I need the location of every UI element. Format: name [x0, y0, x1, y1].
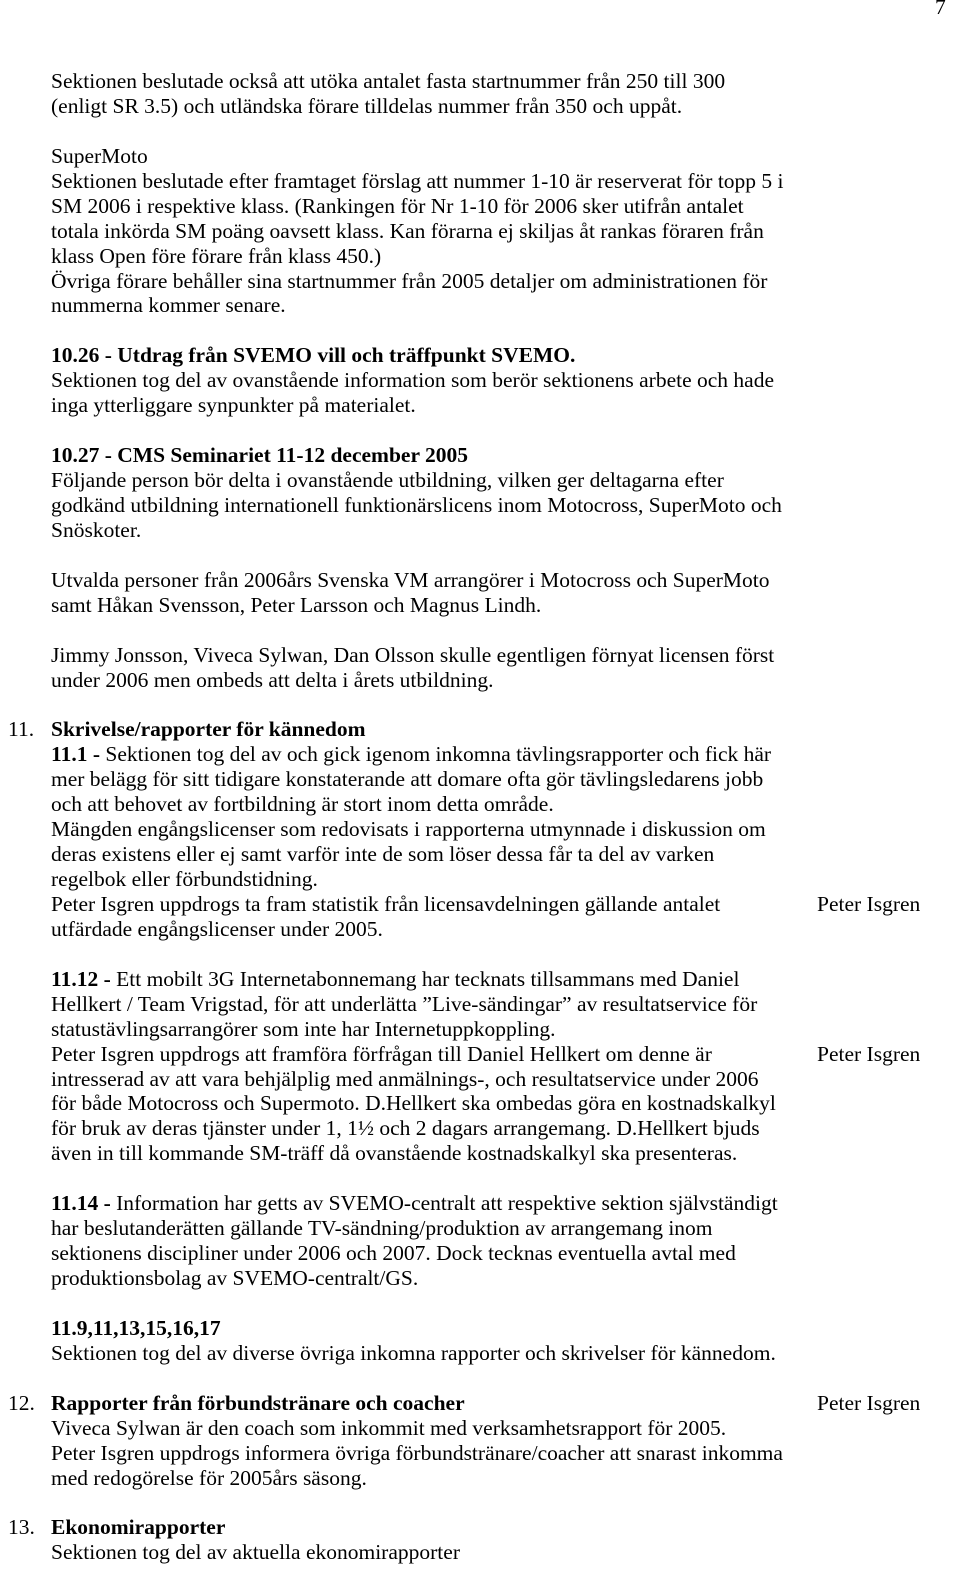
paragraph-spacer: [0, 618, 960, 643]
paragraph-spacer: [0, 1291, 960, 1316]
item-label: 11.14 -: [51, 1191, 111, 1216]
body-line: Sektionen tog del av ovanstående information som berör sektionens arbete och hade: [51, 368, 775, 393]
section-number: 13.: [8, 1515, 35, 1540]
section-13-heading: [0, 1515, 960, 1540]
paragraph-spacer: [0, 692, 960, 717]
body-line: [0, 892, 960, 917]
body-line: statustävlingsarrangörer som inte har Internetuppkoppling.: [51, 1016, 556, 1041]
body-line: och att behovet av fortbildning är stort inom detta område.: [51, 792, 554, 817]
item-11-12-first-line: [0, 967, 960, 992]
body-line: (enligt SR 3.5) och utländska förare tilldelas nummer från 350 och uppåt.: [51, 93, 683, 118]
section-12-heading: [0, 1391, 960, 1416]
body-line: med redogörelse för 2005års säsong.: [51, 1465, 367, 1490]
body-line: även in till kommande SM-träff då ovanstående kostnadskalkyl ska presenteras.: [51, 1141, 738, 1166]
paragraph-spacer: [0, 119, 960, 144]
responsible-person: Peter Isgren: [817, 1041, 921, 1066]
body-line: Följande person bör delta i ovanstående utbildning, vilken ger deltagarna efter: [51, 468, 724, 492]
section-number: 12.: [8, 1390, 35, 1415]
body-line: samt Håkan Svensson, Peter Larsson och Magnus Lindh.: [51, 592, 542, 617]
body-line: godkänd utbildning internationell funktionärslicens inom Motocross, SuperMoto och: [51, 492, 782, 517]
body-line: Jimmy Jonsson, Viveca Sylwan, Dan Olsson skulle egentligen förnyat licensen först: [51, 642, 775, 667]
supermoto-heading: SuperMoto: [51, 143, 148, 168]
responsible-person: Peter Isgren: [817, 1390, 921, 1415]
section-title: Rapporter från förbundstränare och coacher: [51, 1390, 465, 1415]
body-text: Peter Isgren uppdrogs ta fram statistik från licensavdelningen gällande antalet: [51, 891, 721, 916]
paragraph-spacer: [0, 318, 960, 343]
item-10-26-heading: 10.26 - Utdrag från SVEMO vill och träffpunkt SVEMO.: [51, 343, 576, 368]
paragraph-spacer: [0, 543, 960, 568]
body-text: Sektionen tog del av och gick igenom inkomna tävlingsrapporter och fick här: [105, 742, 772, 767]
body-line: Hellkert / Team Vrigstad, för att underlätta ”Live-sändingar” av resultatservice för: [51, 991, 758, 1016]
body-line: SM 2006 i respektive klass. (Rankingen för Nr 1-10 för 2006 sker utifrån antalet: [51, 193, 744, 218]
body-line: Sektionen beslutade efter framtaget förslag att nummer 1-10 är reserverat för topp 5 i: [51, 168, 784, 193]
body-line: för både Motocross och Supermoto. D.Hellkert ska ombedas göra en kostnadskalkyl: [51, 1091, 776, 1116]
body-line: mer belägg för sitt tidigare konstaterande att domare ofta gör tävlingsledarens jobb: [51, 767, 764, 792]
paragraph-spacer: [0, 1490, 960, 1515]
body-line: Sektionen tog del av diverse övriga inkomna rapporter och skrivelser för kännedom.: [51, 1340, 776, 1365]
item-11-1-first-line: [0, 742, 960, 767]
body-line: intresserad av att vara behjälplig med anmälnings-, och resultatservice under 2006: [51, 1066, 759, 1091]
body-line: Peter Isgren uppdrogs informera övriga förbundstränare/coacher att snarast inkomma: [51, 1440, 783, 1465]
body-text: Ett mobilt 3G Internetabonnemang har tecknats tillsammans med Daniel: [116, 966, 740, 991]
section-number: 11.: [8, 717, 35, 742]
paragraph-spacer: [0, 1166, 960, 1191]
body-text: Information har getts av SVEMO-centralt att respektive sektion självständigt: [116, 1191, 778, 1216]
paragraph-spacer: [0, 1366, 960, 1391]
body-line: Utvalda personer från 2006års Svenska VM arrangörer i Motocross och SuperMoto: [51, 567, 770, 592]
body-line: för bruk av deras tjänster under 1, 1½ och 2 dagars arrangemang. D.Hellkert bjuds: [51, 1116, 760, 1141]
body-line: produktionsbolag av SVEMO-centralt/GS.: [51, 1266, 419, 1290]
item-11-14-first-line: [0, 1191, 960, 1216]
body-line: Sektionen tog del av aktuella ekonomirapporter: [51, 1540, 460, 1565]
paragraph-spacer: [0, 418, 960, 443]
body-line: Viveca Sylwan är den coach som inkommit med verksamhetsrapport för 2005.: [51, 1415, 727, 1440]
paragraph-spacer: [0, 942, 960, 967]
body-line: sektionens discipliner under 2006 och 2007. Dock tecknas eventuella avtal med: [51, 1241, 736, 1266]
item-label: 11.1 -: [51, 742, 100, 767]
body-line: nummerna kommer senare.: [51, 293, 286, 318]
body-line: regelbok eller förbundstidning.: [51, 867, 318, 891]
body-line: utfärdade engångslicenser under 2005.: [51, 916, 383, 941]
responsible-person: Peter Isgren: [817, 891, 921, 916]
item-label: 11.12 -: [51, 966, 111, 991]
body-line: Övriga förare behåller sina startnummer från 2005 detaljer om administrationen för: [51, 268, 768, 293]
body-text: Peter Isgren uppdrogs att framföra förfrågan till Daniel Hellkert om denne är: [51, 1041, 712, 1066]
item-10-27-heading: 10.27 - CMS Seminariet 11-12 december 2005: [51, 443, 468, 468]
body-line: klass Open före förare från klass 450.): [51, 243, 382, 268]
body-line: totala inkörda SM poäng oavsett klass. Kan förarna ej skiljas åt rankas föraren från: [51, 218, 764, 243]
body-line: inga ytterliggare synpunkter på materialet.: [51, 393, 416, 418]
section-11-heading: [0, 717, 960, 742]
section-title: Skrivelse/rapporter för kännedom: [51, 717, 366, 742]
item-11-misc-heading: 11.9,11,13,15,16,17: [51, 1315, 221, 1340]
body-line: deras existens eller ej samt varför inte de som löser dessa får ta del av varken: [51, 842, 715, 867]
body-line: Mängden engångslicenser som redovisats i rapporterna utmynnade i diskussion om: [51, 817, 766, 842]
page-content: [0, 69, 960, 1565]
body-line: Sektionen beslutade också att utöka antalet fasta startnummer från 250 till 300: [51, 69, 726, 93]
body-line: har beslutanderätten gällande TV-sändning/produktion av arrangemang inom: [51, 1216, 713, 1241]
section-title: Ekonomirapporter: [51, 1515, 226, 1540]
body-line: [0, 1042, 960, 1067]
page-number: 7: [935, 0, 946, 19]
body-line: under 2006 men ombeds att delta i årets utbildning.: [51, 667, 494, 692]
body-line: Snöskoter.: [51, 517, 142, 542]
